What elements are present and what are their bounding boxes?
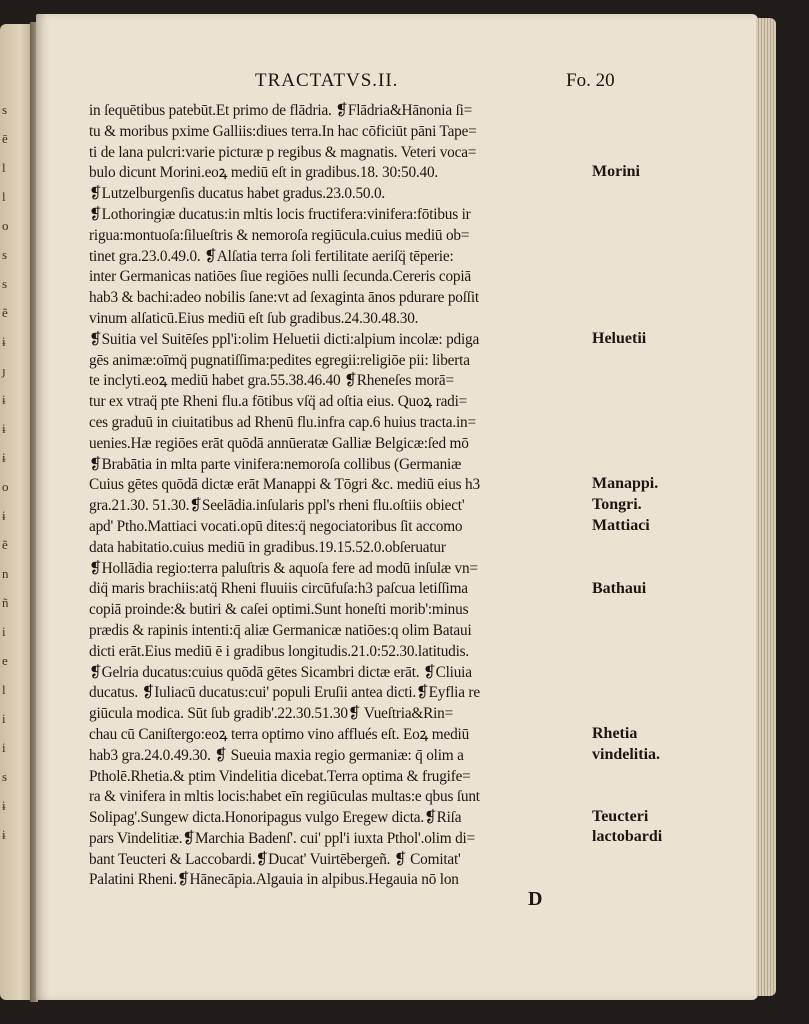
text-line: gra.21.30. 51.30.❡Seelādia.inſularis ppl's rheni flu.oſtiis obiect' bbox=[89, 497, 465, 515]
main-text-column bbox=[89, 101, 601, 891]
text-line: Cuius gētes quōdā dictæ erāt Manappi & Tōgri &c. mediū eius h3 bbox=[89, 476, 480, 494]
text-line: tur ex vtraq̈ pte Rheni flu.a fōtibus vſq̈ ad oſtia eius. Quoꝝ radi= bbox=[89, 393, 468, 411]
text-line: data habitatio.cuius mediū in gradibus.19.15.52.0.obſeruatur bbox=[89, 538, 446, 556]
facing-page-fragment: ɨ bbox=[2, 508, 6, 523]
facing-page-fragment: i bbox=[2, 740, 6, 755]
margin-note-teucteri: Teucteri bbox=[592, 808, 649, 825]
text-line: ❡Lothoringiæ ducatus:in mltis locis fructifera:vinifera:fōtibus ir bbox=[89, 205, 471, 223]
facing-page-fragment: o bbox=[2, 218, 9, 233]
text-line: apd' Ptho.Mattiaci vocati.opū dites:q̈ negociatoribus ſit accomo bbox=[89, 517, 463, 535]
text-line: te inclyti.eoꝝ mediū habet gra.55.38.46.40 ❡Rheneſes morā= bbox=[89, 372, 454, 390]
facing-page-fragment: i bbox=[2, 711, 6, 726]
facing-page-fragment: s bbox=[2, 247, 8, 262]
text-line: ❡Brabātia in mlta parte vinifera:nemoroſa collibus (Germaniæ bbox=[89, 455, 462, 473]
facing-page-fragment: o bbox=[2, 479, 9, 494]
facing-page-fragment: e bbox=[2, 653, 8, 668]
facing-page-fragment: l bbox=[2, 160, 6, 175]
text-line: rigua:montuoſa:ſilueſtris & nemoroſa regiūcula.cuius mediū ob= bbox=[89, 226, 470, 244]
text-line: Ptholē.Rhetia.& ptim Vindelitia dicebat.Terra optima & frugife= bbox=[89, 767, 471, 785]
text-line: ducatus. ❡Iuliacū ducatus:cui' populi Eruſii antea dicti.❡Eyflia re bbox=[89, 684, 480, 702]
margin-note-tongri: Tongri. bbox=[592, 496, 642, 513]
text-line: in ſequētibus patebūt.Et primo de flādria. ❡Flādria&Hānonia ſi= bbox=[89, 102, 473, 119]
text-line: ces graduū in ciuitatibus ad Rhenū flu.infra cap.6 huius tracta.in= bbox=[89, 413, 476, 431]
margin-note-bathaui: Bathaui bbox=[592, 580, 647, 597]
running-title: TRACTATVS.II. bbox=[255, 70, 399, 91]
text-line: Solipag'.Sungew dicta.Honoripagus vulgo Eregew dicta.❡Riſa bbox=[89, 809, 462, 827]
page-block-edge bbox=[756, 18, 776, 996]
text-line: ❡Suitia vel Suitēſes ppl'i:olim Heluetii dicti:alpium incolæ: pdiga bbox=[89, 330, 480, 348]
text-line: copiā proinde:& butiri & caſei optimi.Sunt honeſti morib':minus bbox=[89, 601, 469, 619]
facing-page-fragment: ɨ bbox=[2, 392, 6, 407]
facing-page-fragment: ē bbox=[2, 131, 8, 146]
margin-note-vindelitia: vindelitia. bbox=[592, 746, 661, 763]
text-line: prædis & rapinis intenti:q̄ aliæ Germanicæ natiōes:q olim Bataui bbox=[89, 621, 472, 639]
text-line: uenies.Hæ regiōes erāt quōdā annūeratæ Galliæ Belgicæ:ſed mō bbox=[89, 434, 469, 452]
facing-page-fragment: ɨ bbox=[2, 334, 6, 349]
margin-note-morini: Morini bbox=[592, 163, 640, 180]
text-line: vinum alſaticū.Eius mediū eſt ſub gradibus.24.30.48.30. bbox=[89, 309, 419, 327]
facing-page-fragment: n bbox=[2, 566, 9, 581]
text-line: tu & moribus pxime Galliis:diues terra.In hac cōficiūt pāni Tape= bbox=[89, 122, 477, 140]
facing-page-fragment: ɨ bbox=[2, 450, 6, 465]
margin-note-manappi: Manappi. bbox=[592, 475, 659, 492]
text-line: tinet gra.23.0.49.0. ❡Alſatia terra ſoli fertilitate aeriſq̈ tēperie: bbox=[89, 247, 454, 265]
facing-page-fragment: ɨ bbox=[2, 421, 6, 436]
signature-mark: D bbox=[528, 888, 543, 910]
text-line: chau cū Caniſtergo:eoꝝ terra optimo vino afflués eſt. Eoꝝ mediū bbox=[89, 725, 470, 743]
text-line: ❡Hollādia regio:terra paluſtris & aquoſa fere ad modū inſulæ vn= bbox=[89, 559, 478, 577]
text-line: ti de lana pulcri:varie picturæ p regibus & magnatis. Veteri voca= bbox=[89, 143, 477, 161]
margin-note-mattiaci: Mattiaci bbox=[592, 517, 650, 534]
text-line: bant Teucteri & Laccobardi.❡Ducat' Vuirtēbergeñ. ❡ Comitat' bbox=[89, 850, 461, 868]
facing-page-fragment: ẽ bbox=[2, 305, 8, 320]
text-line: dicti erāt.Eius mediū ē i gradibus longitudis.21.0:52.30.latitudis. bbox=[89, 642, 470, 660]
text-line: ❡Lutzelburgenſis ducatus habet gradus.23.0.50.0. bbox=[89, 185, 386, 203]
facing-page-fragment: ȷ bbox=[2, 363, 6, 378]
facing-page-fragment: ñ bbox=[2, 595, 9, 610]
text-line: Palatini Rheni.❡Hānecāpia.Algauia in alpibus.Hegauia nō lon bbox=[89, 871, 459, 889]
text-line: diq̈ maris brachiis:atq̈ Rheni fluuiis circūfuſa:h3 paſcua letiſſima bbox=[89, 580, 468, 598]
margin-note-lactobardi: lactobardi bbox=[592, 828, 663, 845]
margin-note-heluetii: Heluetii bbox=[592, 330, 647, 347]
text-line: ❡Gelria ducatus:cuius quōdā gētes Sicambri dictæ erāt. ❡Cliuia bbox=[89, 663, 472, 681]
text-line: inter Germanicas natiōes ſiue regiōes nulli ſecunda.Cereris copiā bbox=[89, 268, 472, 286]
facing-page-fragment: ẽ bbox=[2, 537, 8, 552]
facing-page-edge bbox=[0, 24, 34, 1000]
facing-page-fragment: s bbox=[2, 276, 8, 291]
facing-page-fragment: l bbox=[2, 189, 6, 204]
text-line: gēs animæ:oīmq̈ pugnatiſſima:pedites egregii:religiōe pii: liberta bbox=[89, 351, 470, 369]
margin-note-rhetia: Rhetia bbox=[592, 725, 638, 742]
text-line: bulo dicunt Morini.eoꝝ mediū eſt in gradibus.18. 30:50.40. bbox=[89, 164, 439, 182]
facing-page-fragment: s bbox=[2, 769, 8, 784]
text-line: hab3 gra.24.0.49.30. ❡ Sueuia maxia regio germaniæ: q̄ olim a bbox=[89, 746, 464, 764]
folio-number: Fo. 20 bbox=[566, 70, 615, 91]
text-line: giūcula modica. Sūt ſub gradib'.22.30.51.30❡ Vueſtria&Rin= bbox=[89, 705, 454, 723]
text-line: pars Vindelitiæ.❡Marchia Badenſ'. cui' ppl'i iuxta Pthol'.olim di= bbox=[89, 829, 475, 847]
facing-page-fragment: ɨ bbox=[2, 798, 6, 813]
facing-page-fragment: ɨ bbox=[2, 827, 6, 842]
facing-page-fragment: l bbox=[2, 682, 6, 697]
facing-page-fragment: i bbox=[2, 624, 6, 639]
text-line: hab3 & bachi:adeo nobilis ſane:vt ad ſexaginta ānos pdurare poſſit bbox=[89, 289, 479, 307]
text-line: ra & vinifera in mltis locis:habet eīn regiūculas multas:e qbus ſunt bbox=[89, 788, 480, 806]
facing-page-fragment: s bbox=[2, 102, 8, 117]
